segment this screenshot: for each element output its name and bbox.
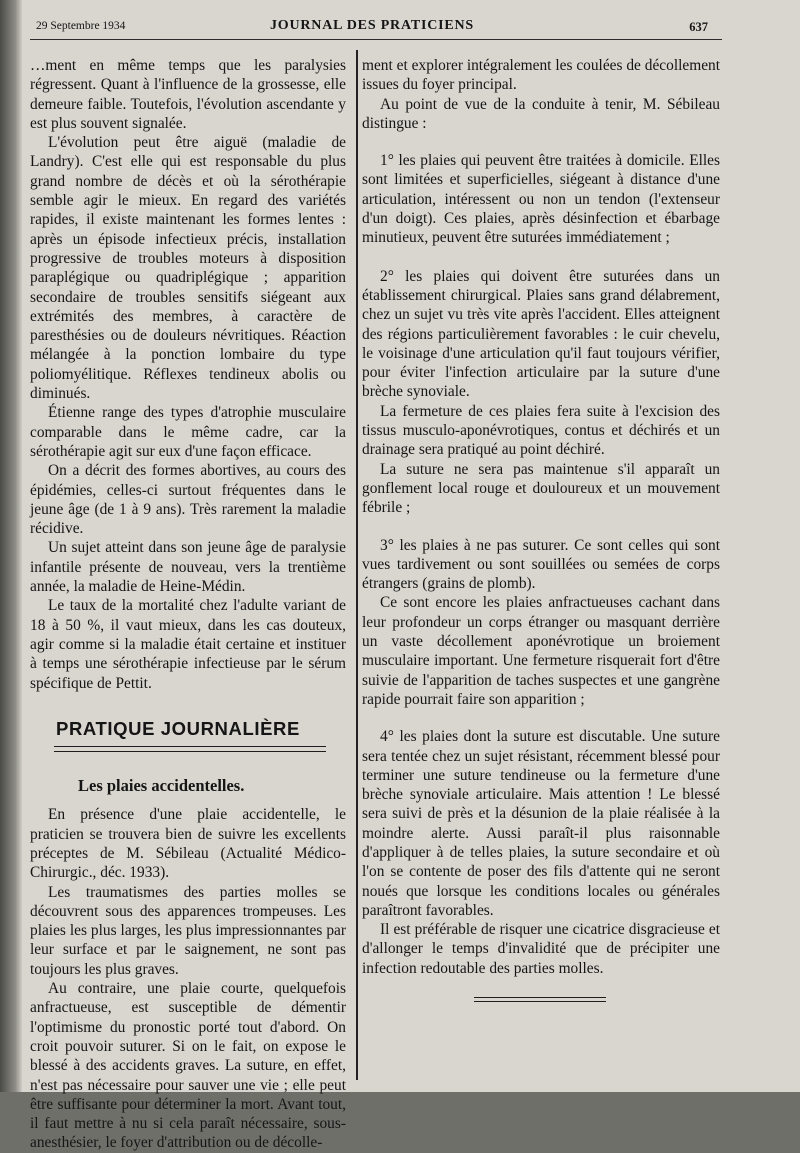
paragraph: Le taux de la mortalité chez l'adulte variant de 18 à 50 %, il vaut mieux, dans les cas douteux, agir comme si la maladie était certaine et instituer à temps une sérothérapie infectieuse par le sérum spécifique de Pettit. [30,597,346,692]
paragraph: L'évolution peut être aiguë (maladie de Landry). C'est elle qui est responsable du plus grand nombre de décès et où la sérothérapie semble agir le mieux. En regard des variétés rapides, il existe maintenant les formes lentes : après un épisode infectieux précis, installation progressive de troubles moteurs à disposition paraplégique ou quadriplégique ; apparition secondaire de troubles sensitifs siégeant aux extrémités des membres, à caractère de paresthésies ou de douleurs névritiques. Réaction mélangée à la ponction lombaire du type poliomyélitique. Réflexes tendineux abolis ou diminués. [30,134,346,403]
list-item-paragraph: 1° les plaies qui peuvent être traitées à domicile. Elles sont limitées et superficielles, siégeant à distance d'une articulation, intéressent ou non un tendon (l'extenseur d'un doigt). Ces plaies, après désinfection et ébarbage minutieux, peuvent être suturées immédiatement ; [362,152,720,247]
paragraph: Au contraire, une plaie courte, quelquefois anfractueuse, est susceptible de démentir l'optimisme du pronostic porté tout d'abord. On croit pouvoir suturer. Si on le fait, on expose le blessé à des accidents graves. La suture, en effet, n'est pas nécessaire pour sauver une vie ; elle peut être suffisante pour déterminer la mort. Avant tout, il faut mettre à nu si cela paraît nécessaire, sous-anesthésier, le foyer d'attribution ou de décolle- [30,980,346,1152]
list-item-paragraph: 3° les plaies à ne pas suturer. Ce sont celles qui sont vues tardivement ou sont souillées ou semées de corps étrangers (grains de plomb). [362,536,720,593]
paragraph: Un sujet atteint dans son jeune âge de paralysie infantile présente de nouveau, vers la trentième année, la maladie de Heine-Médin. [30,539,346,596]
section-title-rule [54,746,326,752]
article-title: Les plaies accidentelles. [78,776,245,796]
paragraph: En présence d'une plaie accidentelle, le praticien se trouvera bien de suivre les excellents préceptes de M. Sébileau (Actualité Médico-Chirurgic., déc. 1933). [30,806,346,882]
paragraph: La fermeture de ces plaies fera suite à l'excision des tissus musculo-aponévrotiques, contus et déchirés et un drainage sera pratiqué au point déchiré. [362,402,720,459]
paragraph: La suture ne sera pas maintenue s'il apparaît un gonflement local rouge et douloureux et un mouvement fébrile ; [362,460,720,517]
header-rule [30,39,722,40]
right-column [362,56,720,1002]
article-end-rule [474,997,606,1002]
paragraph: Les traumatismes des parties molles se découvrent sous des apparences trompeuses. Les plaies les plus larges, les plus impressionnantes par leur surface et par le saignement, ne sont pas toujours les plus graves. [30,883,346,978]
paragraph: Il est préférable de risquer une cicatrice disgracieuse et d'allonger le temps d'invalidité que de précipiter une infection redoutable des parties molles. [362,921,720,977]
running-header [36,18,708,38]
section-title: PRATIQUE JOURNALIÈRE [56,717,300,739]
paragraph: ment et explorer intégralement les coulées de décollement issues du foyer principal. [362,57,720,94]
paragraph: Ce sont encore les plaies anfractueuses cachant dans leur profondeur un corps étranger ou masquant derrière un vaste décollement aponévrotique un broiement musculaire important. Une fermeture risquerait fort d'être suivie de l'apparition de taches suspectes et une gangrène rapide pourrait faire son apparition ; [362,594,720,708]
book-binding-shadow [0,0,22,1092]
column-divider [356,50,358,1080]
list-item-paragraph: 2° les plaies qui doivent être suturées dans un établissement chirurgical. Plaies sans grand délabrement, chez un sujet vu très vite après l'accident. Elles atteignent des régions particulièrement favorables : le cuir chevelu, le voisinage d'une articulation qu'il faut toujours vérifier, pour éviter l'infection articulaire par la suture d'une brèche synoviale. [362,267,720,401]
header-date: 29 Septembre 1934 [36,20,126,32]
list-item-paragraph: 4° les plaies dont la suture est discutable. Une suture sera tentée chez un sujet résistant, récemment blessé pour terminer une suture tendineuse ou la fermeture d'une brèche synoviale articulaire. Mais attention ! Le blessé sera suivi de près et la désunion de la plaie réalisée à la moindre alerte. Aussi paraît-il plus raisonnable d'appliquer à de telles plaies, la suture secondaire et où l'on se contente de poser des fils d'attente qui ne seront noués que lorsque les conditions locales ou générales paraîtront favorables. [362,728,720,919]
paragraph: …ment en même temps que les paralysies régressent. Quant à l'influence de la grossesse, elle demeure faible. Toutefois, l'évolution ascendante y est plus souvent signalée. [30,57,346,132]
left-column [30,56,346,1153]
header-journal-title: JOURNAL DES PRATICIENS [269,18,475,33]
paragraph: Au point de vue de la conduite à tenir, M. Sébileau distingue : [362,95,720,132]
paragraph: On a décrit des formes abortives, au cours des épidémies, celles-ci surtout fréquentes dans le jeune âge (de 1 à 9 ans). Très rarement la maladie récidive. [30,462,346,538]
paragraph: Étienne range des types d'atrophie musculaire comparable dans le même cadre, car la sérothérapie agit sur eux d'une façon efficace. [30,404,346,460]
header-page-number: 637 [689,20,708,34]
